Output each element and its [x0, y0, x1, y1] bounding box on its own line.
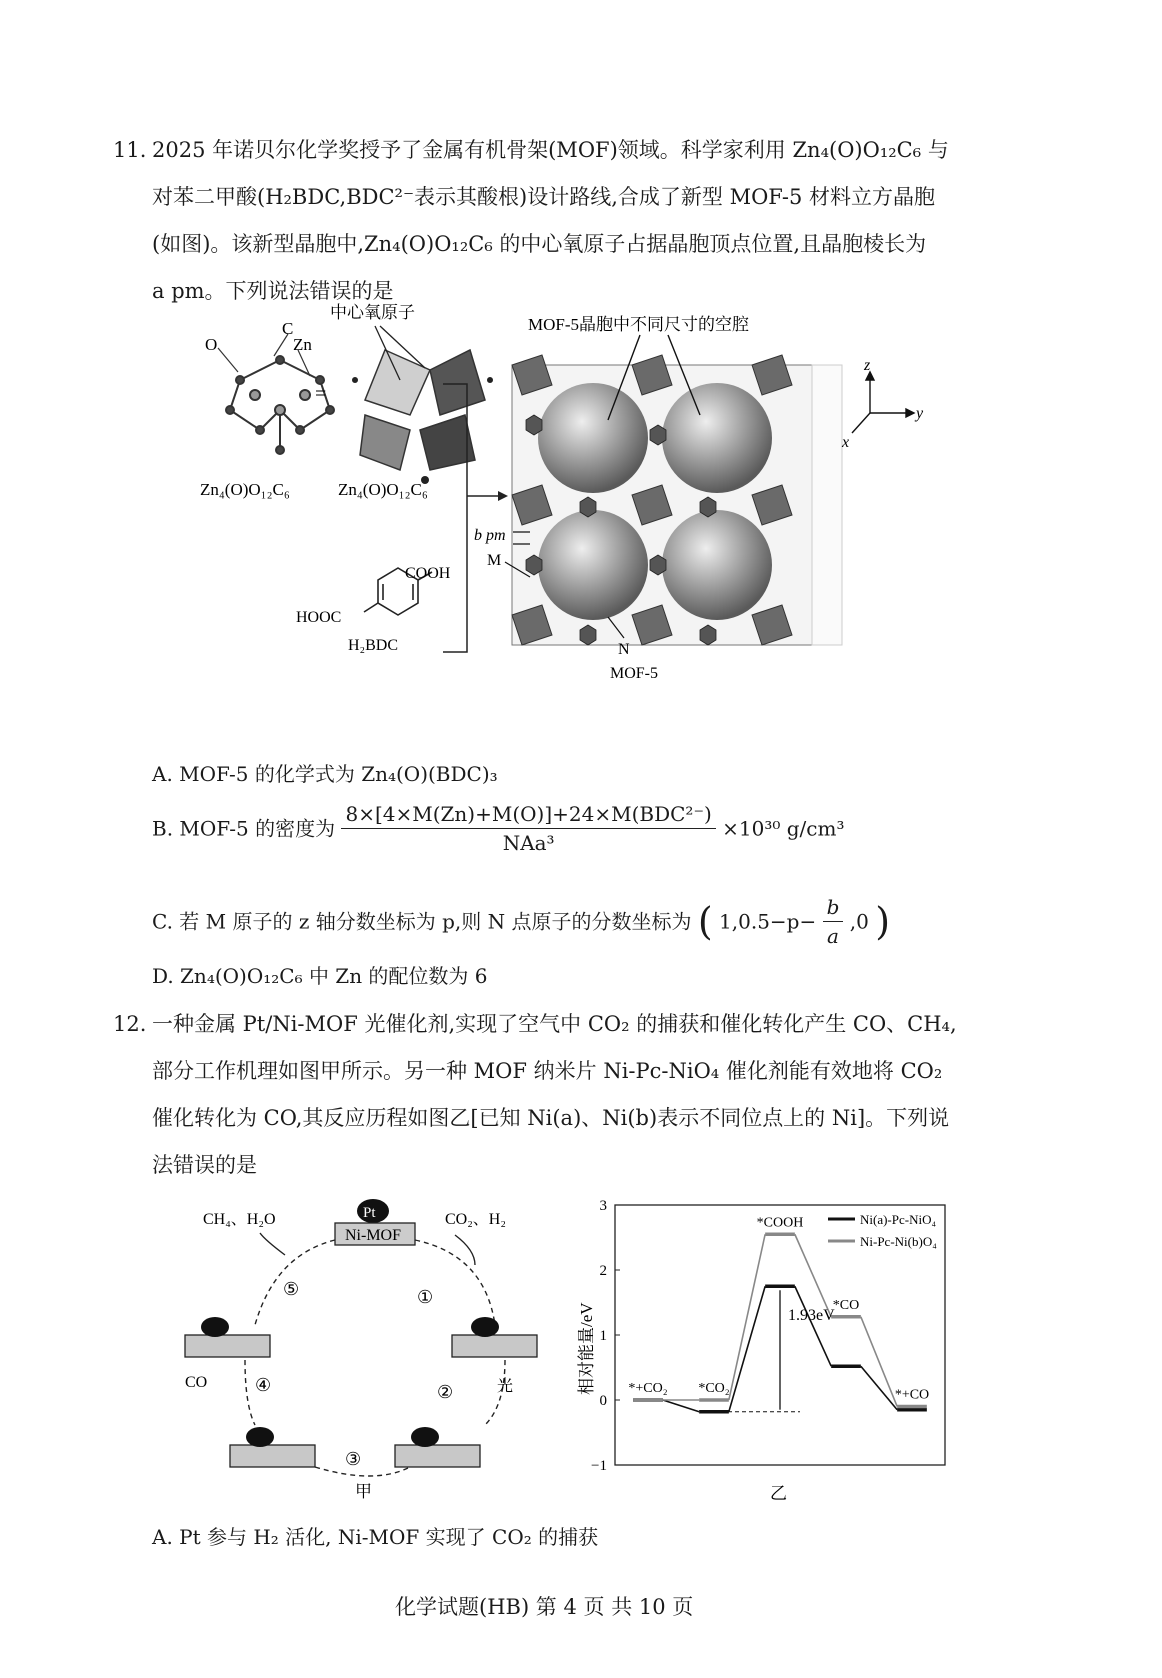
step1-label: ① [417, 1287, 434, 1307]
energy-connector [861, 1366, 897, 1410]
density-numerator: 8×[4×M(Zn)+M(O)]+24×M(BDC²⁻) [341, 800, 715, 829]
legend-label: Ni(a)-Pc-NiO₄ [860, 1212, 937, 1227]
energy-connector [729, 1286, 765, 1411]
paren-open: ( [697, 899, 713, 944]
energy-connector [861, 1317, 897, 1407]
step3-label: ③ [345, 1449, 362, 1469]
cluster2-label: Zn₄(O)O₁₂C₆ [338, 480, 428, 499]
y-tick-label: 0 [599, 1393, 607, 1409]
q11-option-d: D. Zn₄(O)O₁₂C₆ 中 Zn 的配位数为 6 [152, 964, 488, 988]
mof5-label: MOF-5 [610, 665, 659, 682]
q12-stem-line2: 部分工作机理如图甲所示。另一种 MOF 纳米片 Ni-Pc-NiO₄ 催化剂能有效地将 CO₂ [152, 1059, 943, 1083]
hooc-label: HOOC [296, 609, 342, 626]
co-label: CO [185, 1374, 208, 1391]
cavity-label: MOF-5晶胞中不同尺寸的空腔 [528, 315, 750, 334]
option-c-coord-b: ,0 [849, 909, 869, 934]
label-o: O [205, 335, 218, 354]
q11-stem-line2: 对苯二甲酸(H₂BDC,BDC²⁻表示其酸根)设计路线,合成了新型 MOF-5 材料立方晶胞 [152, 185, 936, 209]
energy-connector [663, 1400, 699, 1412]
cavity-sphere [662, 510, 772, 620]
label-zn: Zn [293, 335, 312, 354]
q11-option-a: A. MOF-5 的化学式为 Zn₄(O)(BDC)₃ [152, 762, 498, 786]
option-c-prefix: C. 若 M 原子的 z 轴分数坐标为 p,则 N 点原子的分数坐标为 [152, 909, 692, 934]
state-label: *CO₂ [698, 1381, 730, 1396]
step5-label: ⑤ [283, 1279, 300, 1299]
axis-z-label: z [864, 357, 871, 374]
b-pm-label: b pm [474, 527, 506, 544]
equals-sign: = [315, 383, 327, 405]
cavity-sphere [538, 510, 648, 620]
label-c: C [282, 319, 294, 338]
q12-stem-line3: 催化转化为 CO,其反应历程如图乙[已知 Ni(a)、Ni(b)表示不同位点上的 Ni]。下列说 [152, 1106, 950, 1130]
h2bdc-label: H₂BDC [348, 637, 399, 654]
energy-profile-chart [570, 1195, 960, 1505]
density-fraction [341, 800, 715, 857]
energy-connector [795, 1234, 831, 1317]
y-axis-label: 相对能量/eV [577, 1302, 596, 1395]
step2-label: ② [437, 1382, 454, 1402]
q12-option-a: A. Pt 参与 H₂ 活化, Ni-MOF 实现了 CO₂ 的捕获 [152, 1525, 599, 1549]
page-footer: 化学试题(HB) 第 4 页 共 10 页 [395, 1595, 694, 1619]
option-b-suffix: ×10³⁰ g/cm³ [722, 816, 845, 841]
axis-x-label: x [842, 434, 850, 451]
y-tick-label: 3 [599, 1198, 607, 1214]
fig-yi-caption: 乙 [770, 1484, 787, 1503]
q12-stem-line1: 一种金属 Pt/Ni-MOF 光催化剂,实现了空气中 CO₂ 的捕获和催化转化产生 CO、CH₄, [152, 1012, 957, 1036]
state-label: *CO [832, 1297, 860, 1313]
axis-y-label: y [916, 405, 924, 422]
state-label: *+CO₂ [628, 1381, 668, 1396]
q12-stem-line4: 法错误的是 [152, 1153, 257, 1177]
option-c-coord-a: 1,0.5−p− [719, 909, 817, 934]
q12-number: 12. [113, 1012, 147, 1036]
legend-label: Ni-Pc-Ni(b)O₄ [860, 1234, 937, 1249]
cluster-polyhedra [352, 350, 493, 484]
state-label: *COOH [756, 1215, 804, 1231]
products-label: CH₄、H₂O [203, 1211, 276, 1228]
step4-label: ④ [255, 1375, 272, 1395]
q11-stem-line3: (如图)。该新型晶胞中,Zn₄(O)O₁₂C₆ 的中心氧原子占据晶胞顶点位置,且晶胞棱长为 [152, 232, 927, 256]
density-denominator: NAa³ [502, 831, 555, 855]
reactants-label: CO₂、H₂ [445, 1211, 506, 1228]
cavity-sphere [662, 383, 772, 493]
cluster-ball-stick [226, 356, 334, 454]
coord-frac-num: b [823, 893, 844, 922]
q11-option-b [152, 800, 844, 857]
n-label: N [618, 641, 630, 658]
q11-stem-line1: 2025 年诺贝尔化学奖授予了金属有机骨架(MOF)领域。科学家利用 Zn₄(O)O₁₂C₆ 与 [152, 138, 949, 162]
figure-jia [185, 1195, 605, 1500]
cooh-label: COOH [405, 565, 451, 582]
q11-stem-line4: a pm。下列说法错误的是 [152, 279, 394, 303]
y-tick-label: 1 [599, 1328, 607, 1344]
q11-option-c [152, 893, 890, 950]
y-tick-label: 2 [599, 1263, 607, 1279]
energy-barrier-annotation: 1.93eV [788, 1307, 835, 1324]
energy-connector [795, 1286, 831, 1366]
option-b-prefix: B. MOF-5 的密度为 [152, 816, 336, 841]
q11-number: 11. [113, 138, 147, 162]
cluster1-label: Zn₄(O)O₁₂C₆ [200, 480, 290, 499]
y-tick-label: −1 [591, 1458, 607, 1474]
state-label: *+CO [894, 1387, 930, 1403]
mof5-figure [200, 303, 1020, 740]
pt-label: Pt [363, 1205, 376, 1221]
coord-fraction [823, 893, 844, 950]
paren-close: ) [875, 899, 891, 944]
axes-indicator [852, 372, 914, 433]
energy-connector [729, 1234, 765, 1400]
cavity-sphere [538, 383, 648, 493]
coord-frac-den: a [827, 924, 839, 948]
fig-jia-caption: 甲 [355, 1482, 372, 1501]
ni-mof-label: Ni-MOF [345, 1227, 402, 1244]
m-label: M [487, 552, 502, 569]
light-label: 光 [497, 1378, 514, 1395]
center-oxygen-label: 中心氧原子 [330, 303, 415, 322]
mof5-lattice [512, 355, 842, 645]
